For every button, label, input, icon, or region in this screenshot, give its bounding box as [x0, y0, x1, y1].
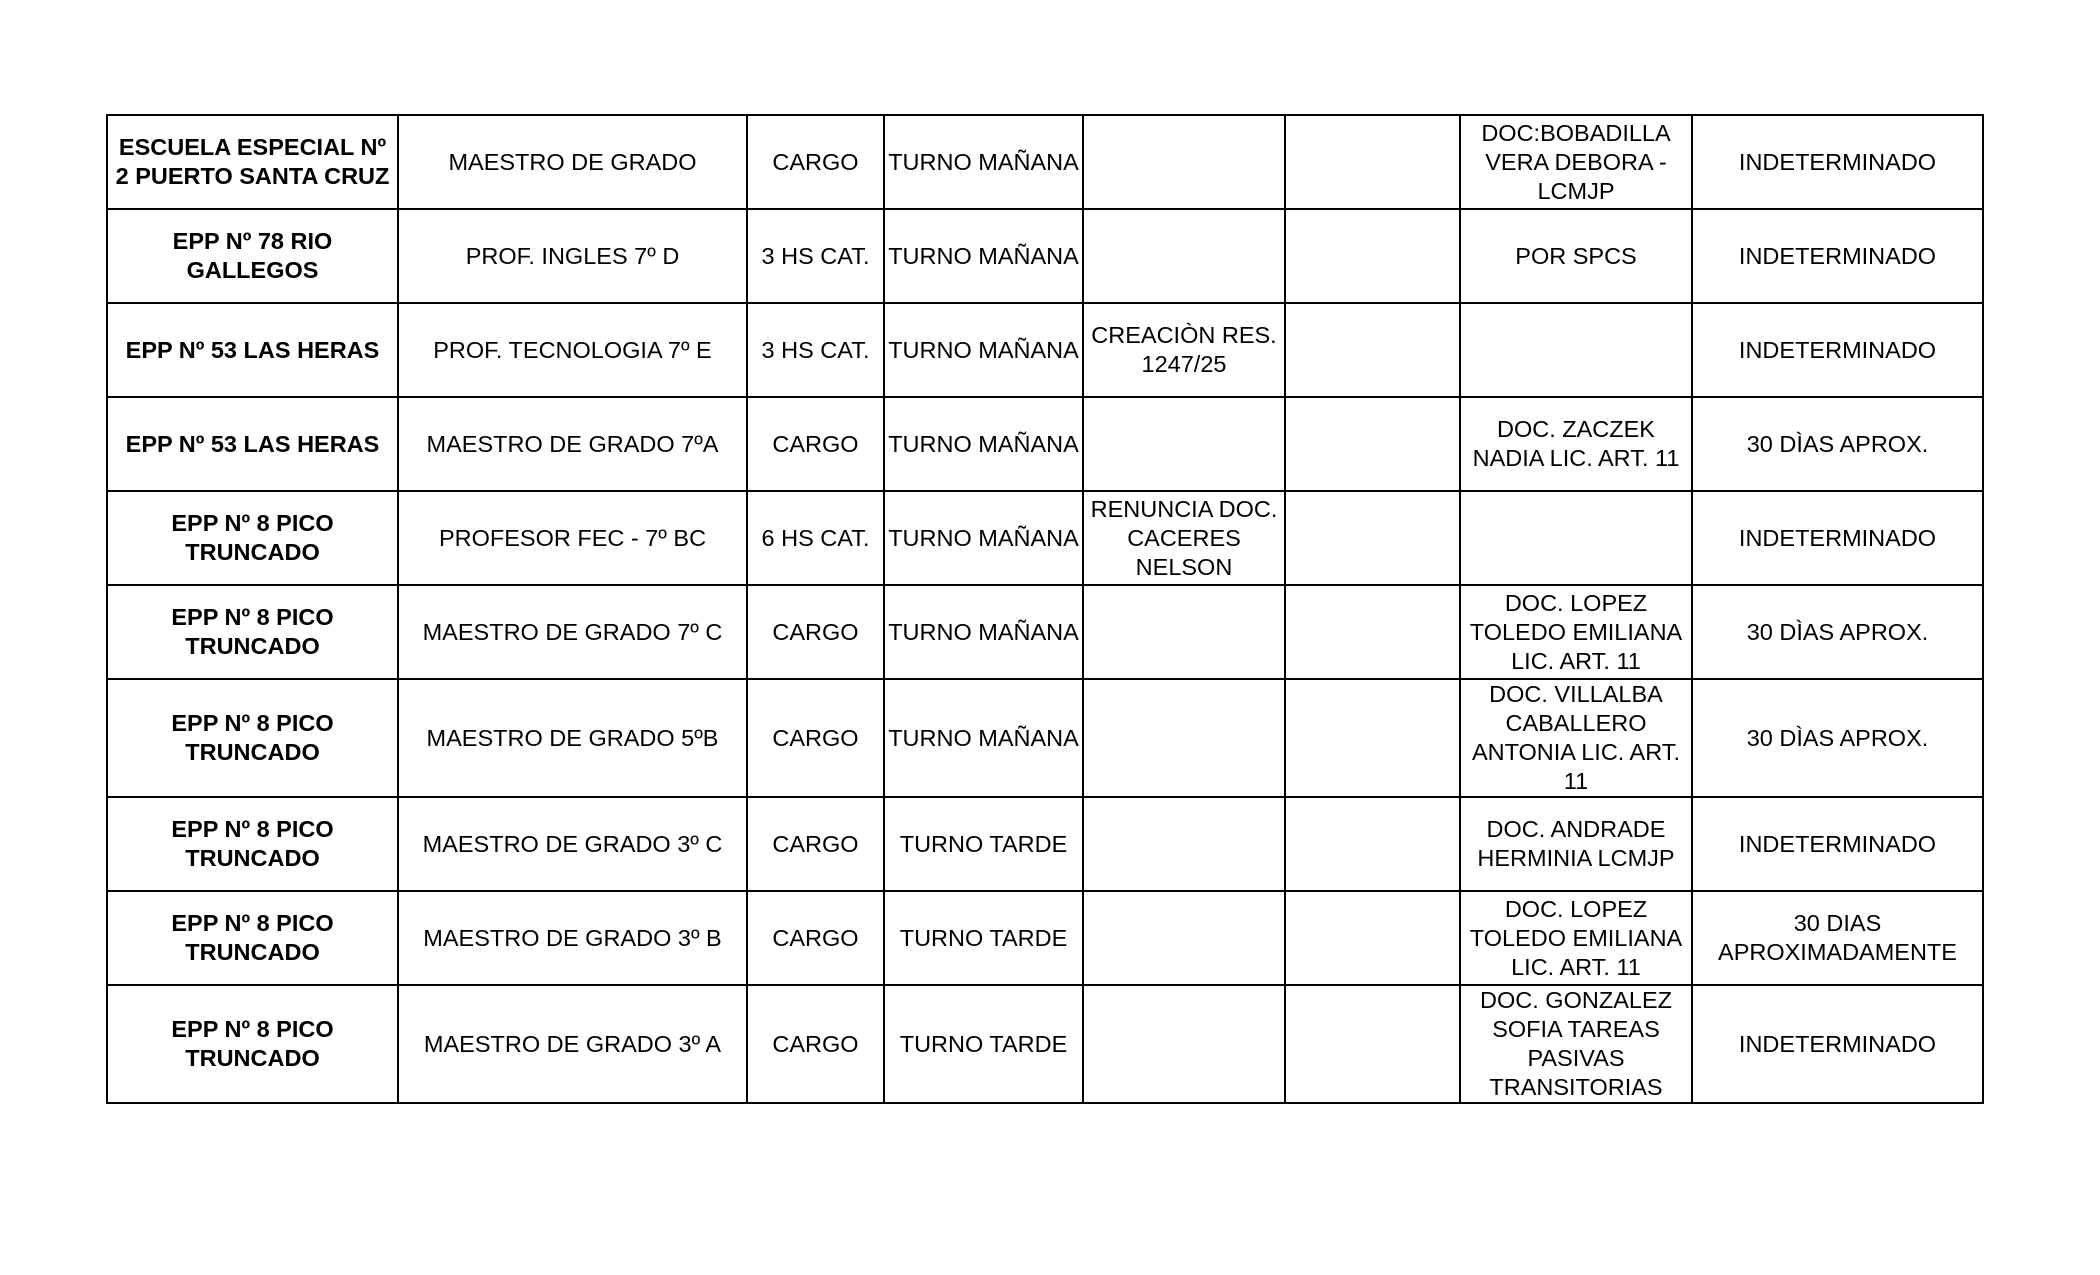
position-cell: MAESTRO DE GRADO 3º B — [398, 891, 747, 985]
replacing-cell: DOC:BOBADILLA VERA DEBORA - LCMJP — [1460, 115, 1692, 209]
replacing-cell: DOC. GONZALEZ SOFIA TAREAS PASIVAS TRANSITORIAS — [1460, 985, 1692, 1103]
table-row — [107, 303, 1983, 397]
table-row — [107, 985, 1983, 1103]
type-cell: CARGO — [747, 115, 884, 209]
type-cell: 3 HS CAT. — [747, 303, 884, 397]
duration-cell: INDETERMINADO — [1692, 303, 1983, 397]
position-cell: MAESTRO DE GRADO 7ºA — [398, 397, 747, 491]
type-cell: CARGO — [747, 891, 884, 985]
shift-cell: TURNO TARDE — [884, 985, 1083, 1103]
duration-cell: 30 DIAS APROXIMADAMENTE — [1692, 891, 1983, 985]
table-row — [107, 115, 1983, 209]
table-row — [107, 891, 1983, 985]
replacing-cell: DOC. ZACZEK NADIA LIC. ART. 11 — [1460, 397, 1692, 491]
school-cell: ESCUELA ESPECIAL Nº 2 PUERTO SANTA CRUZ — [107, 115, 398, 209]
position-cell: PROF. INGLES 7º D — [398, 209, 747, 303]
duration-cell: 30 DÌAS APROX. — [1692, 679, 1983, 797]
position-cell: PROF. TECNOLOGIA 7º E — [398, 303, 747, 397]
shift-cell: TURNO MAÑANA — [884, 491, 1083, 585]
blank-cell — [1285, 679, 1460, 797]
table-row — [107, 397, 1983, 491]
blank-cell — [1285, 891, 1460, 985]
type-cell: 3 HS CAT. — [747, 209, 884, 303]
reason-cell — [1083, 797, 1285, 891]
table-row — [107, 679, 1983, 797]
table-row — [107, 209, 1983, 303]
replacing-cell: DOC. LOPEZ TOLEDO EMILIANA LIC. ART. 11 — [1460, 891, 1692, 985]
reason-cell — [1083, 209, 1285, 303]
type-cell: CARGO — [747, 797, 884, 891]
school-cell: EPP Nº 8 PICO TRUNCADO — [107, 797, 398, 891]
reason-cell: RENUNCIA DOC. CACERES NELSON — [1083, 491, 1285, 585]
replacing-cell: POR SPCS — [1460, 209, 1692, 303]
blank-cell — [1285, 491, 1460, 585]
blank-cell — [1285, 115, 1460, 209]
table-body — [107, 115, 1983, 1103]
school-cell: EPP Nº 53 LAS HERAS — [107, 397, 398, 491]
table-row — [107, 491, 1983, 585]
shift-cell: TURNO TARDE — [884, 797, 1083, 891]
replacing-cell: DOC. ANDRADE HERMINIA LCMJP — [1460, 797, 1692, 891]
school-cell: EPP Nº 8 PICO TRUNCADO — [107, 585, 398, 679]
blank-cell — [1285, 303, 1460, 397]
replacing-cell: DOC. LOPEZ TOLEDO EMILIANA LIC. ART. 11 — [1460, 585, 1692, 679]
type-cell: CARGO — [747, 585, 884, 679]
shift-cell: TURNO MAÑANA — [884, 115, 1083, 209]
type-cell: 6 HS CAT. — [747, 491, 884, 585]
reason-cell — [1083, 585, 1285, 679]
reason-cell — [1083, 397, 1285, 491]
school-cell: EPP Nº 8 PICO TRUNCADO — [107, 679, 398, 797]
table-row — [107, 585, 1983, 679]
position-cell: MAESTRO DE GRADO 3º C — [398, 797, 747, 891]
school-cell: EPP Nº 8 PICO TRUNCADO — [107, 891, 398, 985]
duration-cell: INDETERMINADO — [1692, 797, 1983, 891]
duration-cell: 30 DÌAS APROX. — [1692, 397, 1983, 491]
table-row — [107, 797, 1983, 891]
replacing-cell — [1460, 303, 1692, 397]
shift-cell: TURNO TARDE — [884, 891, 1083, 985]
blank-cell — [1285, 397, 1460, 491]
duration-cell: 30 DÌAS APROX. — [1692, 585, 1983, 679]
position-cell: MAESTRO DE GRADO — [398, 115, 747, 209]
position-cell: MAESTRO DE GRADO 7º C — [398, 585, 747, 679]
duration-cell: INDETERMINADO — [1692, 491, 1983, 585]
school-cell: EPP Nº 78 RIO GALLEGOS — [107, 209, 398, 303]
shift-cell: TURNO MAÑANA — [884, 679, 1083, 797]
duration-cell: INDETERMINADO — [1692, 209, 1983, 303]
reason-cell — [1083, 985, 1285, 1103]
position-cell: PROFESOR FEC - 7º BC — [398, 491, 747, 585]
reason-cell — [1083, 679, 1285, 797]
blank-cell — [1285, 209, 1460, 303]
type-cell: CARGO — [747, 985, 884, 1103]
school-cell: EPP Nº 53 LAS HERAS — [107, 303, 398, 397]
blank-cell — [1285, 985, 1460, 1103]
reason-cell: CREACIÒN RES. 1247/25 — [1083, 303, 1285, 397]
shift-cell: TURNO MAÑANA — [884, 585, 1083, 679]
school-cell: EPP Nº 8 PICO TRUNCADO — [107, 985, 398, 1103]
duration-cell: INDETERMINADO — [1692, 985, 1983, 1103]
blank-cell — [1285, 585, 1460, 679]
type-cell: CARGO — [747, 397, 884, 491]
school-cell: EPP Nº 8 PICO TRUNCADO — [107, 491, 398, 585]
blank-cell — [1285, 797, 1460, 891]
reason-cell — [1083, 115, 1285, 209]
position-cell: MAESTRO DE GRADO 3º A — [398, 985, 747, 1103]
replacing-cell — [1460, 491, 1692, 585]
replacing-cell: DOC. VILLALBA CABALLERO ANTONIA LIC. ART. 11 — [1460, 679, 1692, 797]
shift-cell: TURNO MAÑANA — [884, 397, 1083, 491]
vacancies-table — [106, 114, 1984, 1104]
type-cell: CARGO — [747, 679, 884, 797]
shift-cell: TURNO MAÑANA — [884, 303, 1083, 397]
shift-cell: TURNO MAÑANA — [884, 209, 1083, 303]
reason-cell — [1083, 891, 1285, 985]
position-cell: MAESTRO DE GRADO 5ºB — [398, 679, 747, 797]
duration-cell: INDETERMINADO — [1692, 115, 1983, 209]
